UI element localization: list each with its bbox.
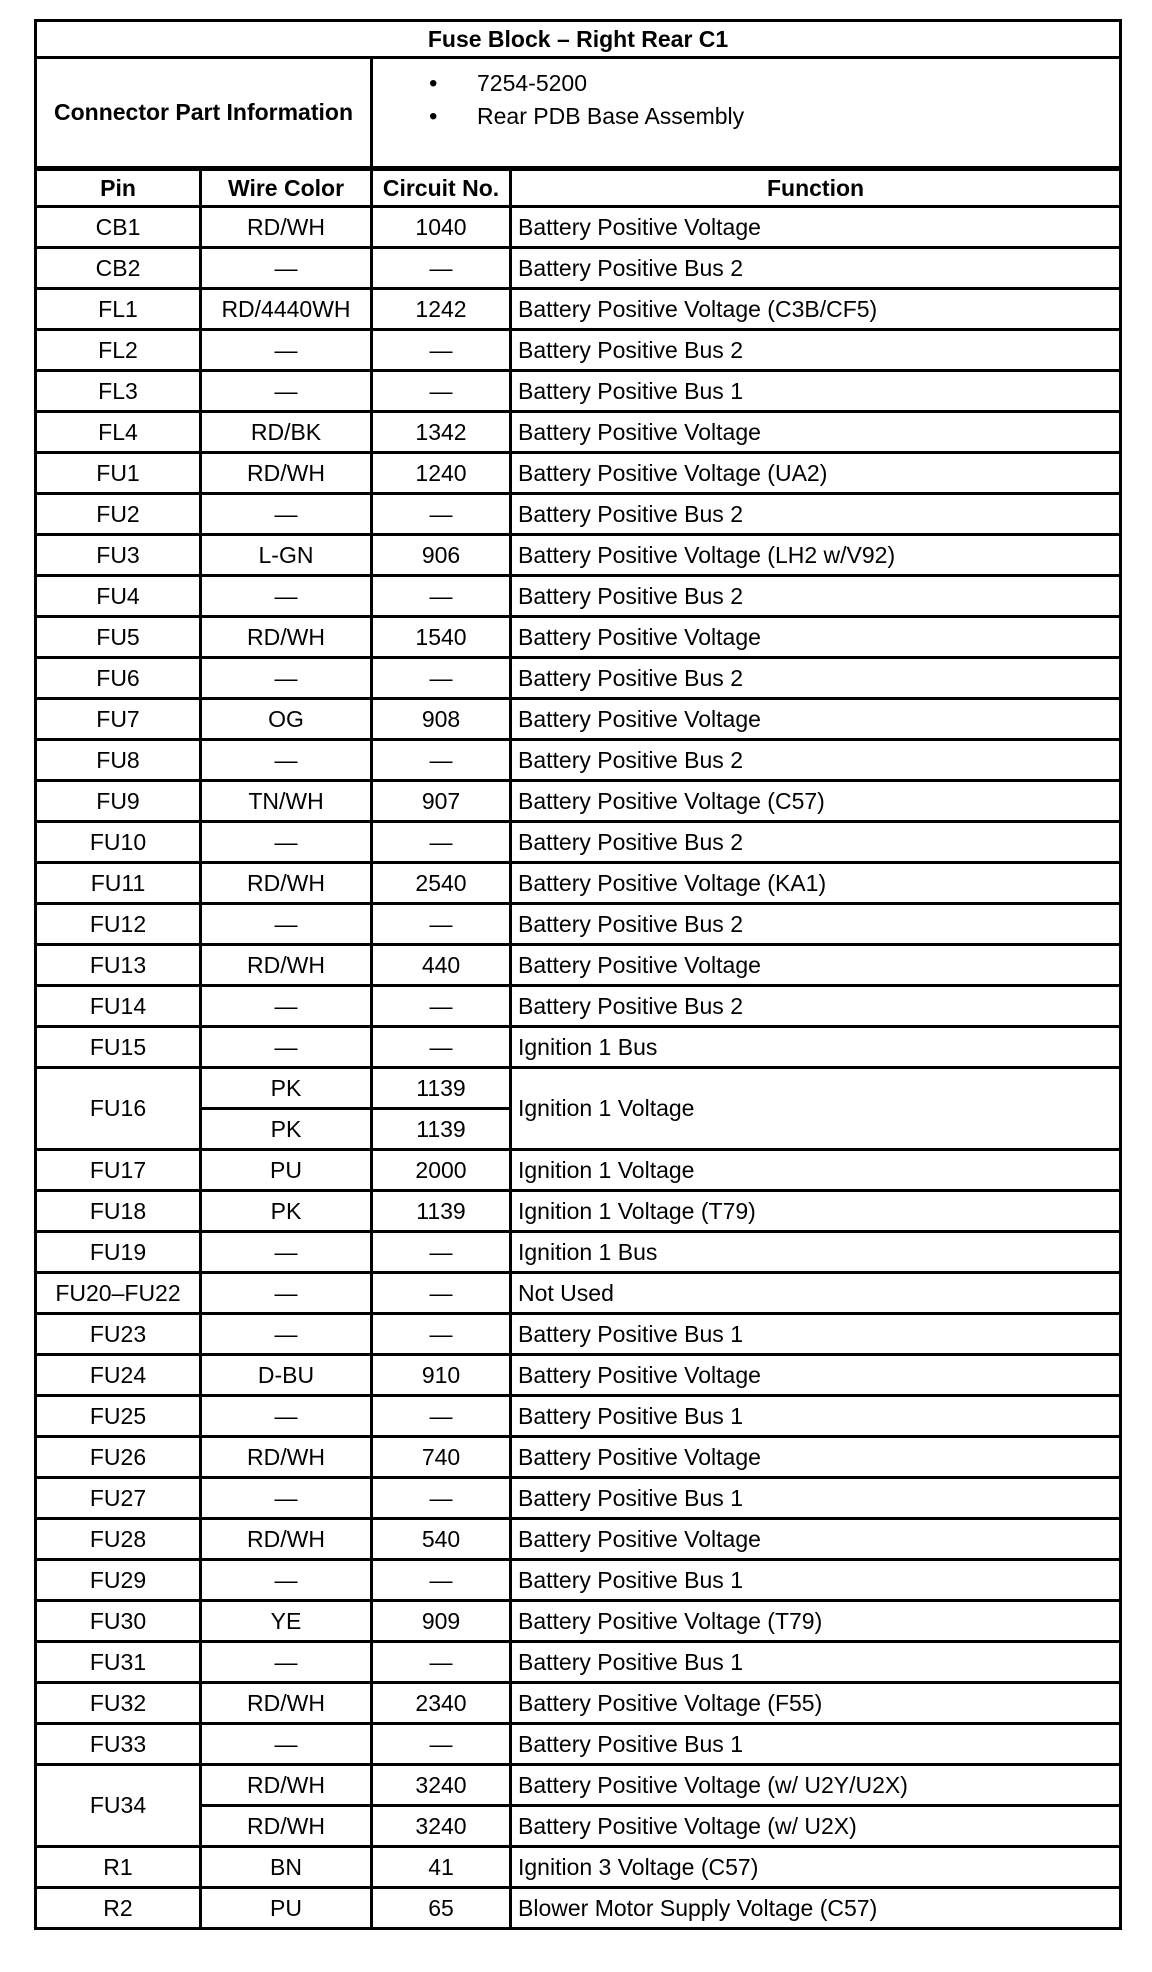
wire-color-cell: RD/WH (201, 863, 372, 904)
table-row (36, 781, 1121, 822)
pin-cell: FU3 (36, 535, 201, 576)
wire-color-cell: PK (201, 1109, 372, 1150)
table-row (36, 1724, 1121, 1765)
function-cell: Battery Positive Voltage (w/ U2X) (511, 1806, 1121, 1847)
wire-color-cell: — (201, 371, 372, 412)
circuit-cell: 1139 (372, 1191, 511, 1232)
wire-color-cell: — (201, 1478, 372, 1519)
wire-color-cell: RD/WH (201, 617, 372, 658)
pin-cell: FL2 (36, 330, 201, 371)
function-cell: Battery Positive Bus 2 (511, 986, 1121, 1027)
pin-cell: FU30 (36, 1601, 201, 1642)
circuit-cell: 1139 (372, 1109, 511, 1150)
pin-cell: FU18 (36, 1191, 201, 1232)
pin-cell: FU26 (36, 1437, 201, 1478)
wire-color-cell: RD/WH (201, 1519, 372, 1560)
circuit-cell: 906 (372, 535, 511, 576)
function-cell: Battery Positive Voltage (511, 1519, 1121, 1560)
function-cell: Battery Positive Voltage (F55) (511, 1683, 1121, 1724)
circuit-cell: 2540 (372, 863, 511, 904)
pin-cell: FU24 (36, 1355, 201, 1396)
wire-color-cell: BN (201, 1847, 372, 1888)
table-row (36, 1519, 1121, 1560)
wire-color-cell: — (201, 1642, 372, 1683)
wire-color-cell: RD/WH (201, 1437, 372, 1478)
pin-cell: R2 (36, 1888, 201, 1929)
wire-color-cell: — (201, 658, 372, 699)
part-number: • 7254-5200 (429, 67, 1119, 100)
table-row (36, 1847, 1121, 1888)
wire-color-cell: RD/WH (201, 1806, 372, 1847)
wire-color-cell: — (201, 330, 372, 371)
circuit-cell: — (372, 1560, 511, 1601)
function-cell: Battery Positive Voltage (511, 412, 1121, 453)
wire-color-cell: PU (201, 1888, 372, 1929)
circuit-cell: 909 (372, 1601, 511, 1642)
circuit-cell: 41 (372, 1847, 511, 1888)
circuit-cell: 1242 (372, 289, 511, 330)
wire-color-cell: RD/WH (201, 453, 372, 494)
part-description: • Rear PDB Base Assembly (429, 100, 1119, 133)
column-header-wire-color: Wire Color (201, 169, 372, 207)
pin-cell: FU32 (36, 1683, 201, 1724)
table-row (36, 863, 1121, 904)
table-row (36, 412, 1121, 453)
pin-cell: FU31 (36, 1642, 201, 1683)
table-row (36, 1150, 1121, 1191)
function-cell: Battery Positive Voltage (KA1) (511, 863, 1121, 904)
circuit-cell: 1342 (372, 412, 511, 453)
table-row (36, 1478, 1121, 1519)
table-row (36, 1068, 1121, 1109)
function-cell: Ignition 1 Bus (511, 1027, 1121, 1068)
connector-table (34, 19, 1122, 1930)
table-row (36, 1683, 1121, 1724)
pin-cell: FU12 (36, 904, 201, 945)
circuit-cell: 1540 (372, 617, 511, 658)
pin-cell: FU28 (36, 1519, 201, 1560)
table-row (36, 1642, 1121, 1683)
connector-table-page (34, 19, 1119, 1930)
table-row (36, 1765, 1121, 1806)
circuit-cell: 1240 (372, 453, 511, 494)
wire-color-cell: — (201, 904, 372, 945)
pin-cell: FU11 (36, 863, 201, 904)
table-row (36, 289, 1121, 330)
table-row (36, 699, 1121, 740)
wire-color-cell: — (201, 1027, 372, 1068)
pin-cell: FU2 (36, 494, 201, 535)
function-cell: Battery Positive Bus 2 (511, 494, 1121, 535)
pin-cell: FU19 (36, 1232, 201, 1273)
wire-color-cell: — (201, 1396, 372, 1437)
function-cell: Battery Positive Voltage (511, 699, 1121, 740)
table-row (36, 1888, 1121, 1929)
circuit-cell: — (372, 1642, 511, 1683)
function-cell: Battery Positive Bus 1 (511, 1724, 1121, 1765)
table-row (36, 904, 1121, 945)
function-cell: Battery Positive Bus 1 (511, 1642, 1121, 1683)
pin-cell: FL1 (36, 289, 201, 330)
circuit-cell: 540 (372, 1519, 511, 1560)
function-cell: Battery Positive Bus 1 (511, 1478, 1121, 1519)
pin-cell: CB1 (36, 207, 201, 248)
function-cell: Ignition 3 Voltage (C57) (511, 1847, 1121, 1888)
function-cell: Ignition 1 Voltage (511, 1068, 1121, 1150)
table-row (36, 1273, 1121, 1314)
circuit-cell: — (372, 371, 511, 412)
function-cell: Ignition 1 Voltage (T79) (511, 1191, 1121, 1232)
function-cell: Battery Positive Voltage (511, 207, 1121, 248)
function-cell: Battery Positive Voltage (UA2) (511, 453, 1121, 494)
circuit-cell: 3240 (372, 1765, 511, 1806)
circuit-cell: 1139 (372, 1068, 511, 1109)
table-row (36, 1314, 1121, 1355)
circuit-cell: — (372, 494, 511, 535)
wire-color-cell: RD/WH (201, 1683, 372, 1724)
circuit-cell: — (372, 1232, 511, 1273)
circuit-cell: — (372, 986, 511, 1027)
wire-color-cell: PK (201, 1068, 372, 1109)
function-cell: Battery Positive Bus 2 (511, 248, 1121, 289)
wire-color-cell: L-GN (201, 535, 372, 576)
function-cell: Battery Positive Voltage (C57) (511, 781, 1121, 822)
table-row (36, 822, 1121, 863)
circuit-cell: 1040 (372, 207, 511, 248)
function-cell: Blower Motor Supply Voltage (C57) (511, 1888, 1121, 1929)
table-row (36, 986, 1121, 1027)
table-row (36, 740, 1121, 781)
wire-color-cell: — (201, 822, 372, 863)
wire-color-cell: PU (201, 1150, 372, 1191)
function-cell: Battery Positive Bus 2 (511, 904, 1121, 945)
wire-color-cell: — (201, 986, 372, 1027)
circuit-cell: 3240 (372, 1806, 511, 1847)
pin-cell: FU8 (36, 740, 201, 781)
function-cell: Battery Positive Bus 2 (511, 740, 1121, 781)
circuit-cell: — (372, 1273, 511, 1314)
pin-cell: FU4 (36, 576, 201, 617)
function-cell: Battery Positive Voltage (511, 1437, 1121, 1478)
circuit-cell: — (372, 822, 511, 863)
connector-part-info-label: Connector Part Information (36, 58, 372, 169)
circuit-cell: — (372, 740, 511, 781)
pin-cell: FU23 (36, 1314, 201, 1355)
table-row (36, 371, 1121, 412)
function-cell: Battery Positive Voltage (511, 617, 1121, 658)
column-header-circuit: Circuit No. (372, 169, 511, 207)
wire-color-cell: RD/WH (201, 207, 372, 248)
pin-cell: R1 (36, 1847, 201, 1888)
table-row (36, 248, 1121, 289)
function-cell: Battery Positive Voltage (C3B/CF5) (511, 289, 1121, 330)
table-row (36, 945, 1121, 986)
function-cell: Battery Positive Bus 2 (511, 330, 1121, 371)
circuit-cell: 740 (372, 1437, 511, 1478)
function-cell: Battery Positive Bus 2 (511, 658, 1121, 699)
function-cell: Battery Positive Voltage (T79) (511, 1601, 1121, 1642)
function-cell: Battery Positive Bus 1 (511, 1560, 1121, 1601)
pin-cell: FU15 (36, 1027, 201, 1068)
wire-color-cell: — (201, 1232, 372, 1273)
wire-color-cell: — (201, 1314, 372, 1355)
wire-color-cell: — (201, 494, 372, 535)
circuit-cell: — (372, 1478, 511, 1519)
table-row (36, 1437, 1121, 1478)
table-row (36, 494, 1121, 535)
pin-cell: FU1 (36, 453, 201, 494)
pin-cell: FU7 (36, 699, 201, 740)
wire-color-cell: — (201, 740, 372, 781)
function-cell: Battery Positive Voltage (511, 945, 1121, 986)
table-row (36, 658, 1121, 699)
connector-part-info-list (372, 58, 1121, 169)
wire-color-cell: TN/WH (201, 781, 372, 822)
pin-cell: CB2 (36, 248, 201, 289)
table-row (36, 207, 1121, 248)
function-cell: Battery Positive Voltage (w/ U2Y/U2X) (511, 1765, 1121, 1806)
wire-color-cell: D-BU (201, 1355, 372, 1396)
table-title: Fuse Block – Right Rear C1 (36, 21, 1121, 58)
pin-cell: FU14 (36, 986, 201, 1027)
pin-rows (36, 207, 1121, 1929)
circuit-cell: 440 (372, 945, 511, 986)
circuit-cell: — (372, 1724, 511, 1765)
pin-cell: FU17 (36, 1150, 201, 1191)
pin-cell: FU10 (36, 822, 201, 863)
circuit-cell: — (372, 576, 511, 617)
table-row (36, 1191, 1121, 1232)
pin-cell: FU9 (36, 781, 201, 822)
pin-cell: FU13 (36, 945, 201, 986)
circuit-cell: — (372, 904, 511, 945)
wire-color-cell: — (201, 1273, 372, 1314)
pin-cell: FU29 (36, 1560, 201, 1601)
wire-color-cell: RD/BK (201, 412, 372, 453)
pin-cell: FU20–FU22 (36, 1273, 201, 1314)
table-row (36, 535, 1121, 576)
wire-color-cell: RD/WH (201, 1765, 372, 1806)
function-cell: Battery Positive Voltage (511, 1355, 1121, 1396)
wire-color-cell: — (201, 576, 372, 617)
table-row (36, 1232, 1121, 1273)
wire-color-cell: — (201, 1560, 372, 1601)
pin-cell: FU34 (36, 1765, 201, 1847)
function-cell: Ignition 1 Bus (511, 1232, 1121, 1273)
wire-color-cell: PK (201, 1191, 372, 1232)
pin-cell: FL4 (36, 412, 201, 453)
function-cell: Battery Positive Bus 1 (511, 1396, 1121, 1437)
circuit-cell: — (372, 1314, 511, 1355)
wire-color-cell: OG (201, 699, 372, 740)
table-row (36, 1560, 1121, 1601)
circuit-cell: 910 (372, 1355, 511, 1396)
function-cell: Battery Positive Bus 2 (511, 822, 1121, 863)
pin-cell: FU16 (36, 1068, 201, 1150)
table-row (36, 1396, 1121, 1437)
table-row (36, 453, 1121, 494)
function-cell: Battery Positive Bus 1 (511, 371, 1121, 412)
pin-cell: FU5 (36, 617, 201, 658)
circuit-cell: — (372, 1027, 511, 1068)
wire-color-cell: — (201, 1724, 372, 1765)
circuit-cell: — (372, 330, 511, 371)
function-cell: Not Used (511, 1273, 1121, 1314)
pin-cell: FL3 (36, 371, 201, 412)
pin-cell: FU33 (36, 1724, 201, 1765)
pin-cell: FU6 (36, 658, 201, 699)
function-cell: Battery Positive Bus 1 (511, 1314, 1121, 1355)
wire-color-cell: YE (201, 1601, 372, 1642)
table-row (36, 1601, 1121, 1642)
column-header-function: Function (511, 169, 1121, 207)
table-row (36, 1355, 1121, 1396)
circuit-cell: 2000 (372, 1150, 511, 1191)
column-header-pin: Pin (36, 169, 201, 207)
function-cell: Battery Positive Voltage (LH2 w/V92) (511, 535, 1121, 576)
wire-color-cell: RD/WH (201, 945, 372, 986)
circuit-cell: — (372, 658, 511, 699)
pin-cell: FU25 (36, 1396, 201, 1437)
wire-color-cell: — (201, 248, 372, 289)
function-cell: Ignition 1 Voltage (511, 1150, 1121, 1191)
function-cell: Battery Positive Bus 2 (511, 576, 1121, 617)
table-row (36, 617, 1121, 658)
circuit-cell: 908 (372, 699, 511, 740)
table-row (36, 576, 1121, 617)
table-row (36, 1027, 1121, 1068)
wire-color-cell: RD/4440WH (201, 289, 372, 330)
circuit-cell: — (372, 1396, 511, 1437)
circuit-cell: 2340 (372, 1683, 511, 1724)
circuit-cell: — (372, 248, 511, 289)
circuit-cell: 65 (372, 1888, 511, 1929)
table-row (36, 330, 1121, 371)
circuit-cell: 907 (372, 781, 511, 822)
pin-cell: FU27 (36, 1478, 201, 1519)
